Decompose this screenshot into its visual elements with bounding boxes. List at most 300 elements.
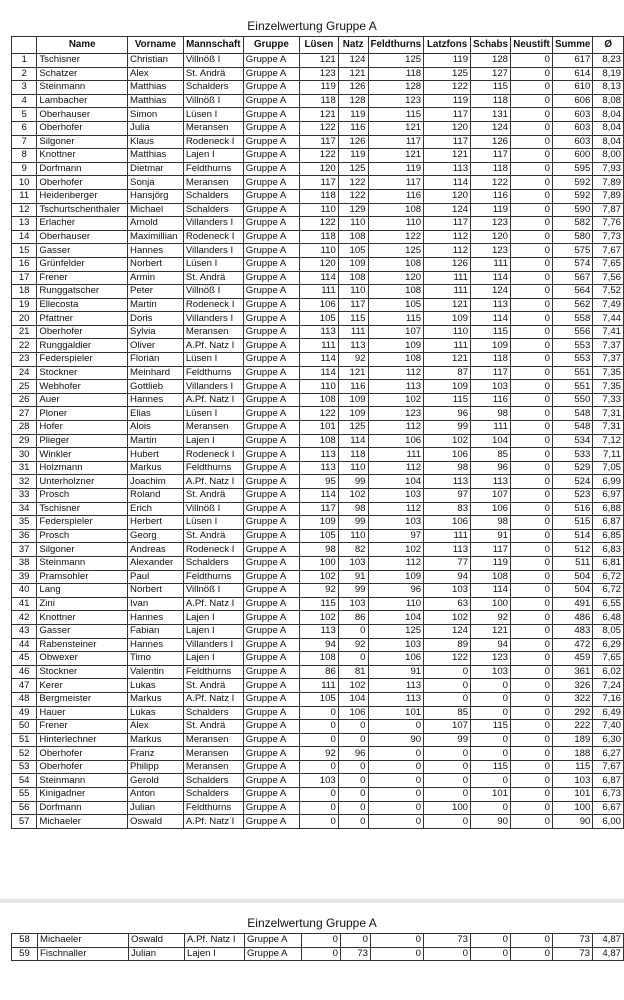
cell-gruppe: Gruppe A	[243, 652, 299, 666]
cell-schabs: 103	[471, 665, 511, 679]
cell-rank: 15	[12, 244, 37, 258]
cell-name: Holzmann	[37, 461, 128, 475]
cell-lüsen: 92	[300, 584, 339, 598]
cell-lüsen: 121	[300, 54, 339, 68]
cell-feldthurns: 103	[368, 516, 424, 530]
cell-feldthurns: 125	[368, 54, 424, 68]
cell-schabs: 107	[471, 489, 511, 503]
cell-latzfons: 112	[424, 230, 471, 244]
table-row	[12, 271, 624, 285]
cell-natz: 126	[338, 81, 368, 95]
cell-schabs: 117	[471, 149, 511, 163]
cell-lüsen: 106	[300, 298, 339, 312]
cell-name: Oberhofer	[37, 325, 128, 339]
cell-mannschaft: Feldthurns	[183, 461, 243, 475]
cell-latzfons: 0	[424, 679, 471, 693]
cell-vorname: Alexander	[128, 556, 184, 570]
cell-rank: 29	[12, 434, 37, 448]
cell-neustift: 0	[511, 81, 553, 95]
cell-rank: 48	[12, 692, 37, 706]
cell-summe: 515	[552, 516, 592, 530]
cell-neustift: 0	[511, 679, 553, 693]
cell-schabs: 121	[471, 624, 511, 638]
cell-neustift: 0	[511, 285, 553, 299]
cell-gruppe: Gruppe A	[243, 54, 299, 68]
cell-gruppe: Gruppe A	[243, 570, 299, 584]
cell-schabs: 0	[471, 679, 511, 693]
cell-lüsen: 0	[300, 720, 339, 734]
cell-name: Knottner	[37, 611, 128, 625]
cell-average: 8,04	[593, 135, 624, 149]
cell-neustift: 0	[511, 624, 553, 638]
table-row	[12, 556, 624, 570]
cell-gruppe: Gruppe A	[243, 149, 299, 163]
cell-name: Unterholzner	[37, 475, 128, 489]
cell-summe: 486	[552, 611, 592, 625]
cell-latzfons: 99	[424, 733, 471, 747]
cell-neustift: 0	[511, 584, 553, 598]
cell-average: 7,05	[593, 461, 624, 475]
cell-schabs: 123	[471, 217, 511, 231]
cell-vorname: Norbert	[128, 584, 184, 598]
cell-name: Michaeler	[37, 815, 128, 829]
cell-neustift: 0	[511, 67, 553, 81]
cell-summe: 582	[552, 217, 592, 231]
cell-vorname: Markus	[128, 733, 184, 747]
cell-neustift: 0	[511, 108, 553, 122]
cell-feldthurns: 111	[368, 448, 424, 462]
cell-summe: 100	[552, 801, 592, 815]
cell-schabs: 119	[471, 203, 511, 217]
cell-rank: 19	[12, 298, 37, 312]
cell-lüsen: 123	[300, 67, 339, 81]
cell-feldthurns: 104	[368, 611, 424, 625]
cell-gruppe: Gruppe A	[243, 108, 299, 122]
cell-mannschaft: Meransen	[183, 325, 243, 339]
cell-average: 6,29	[593, 638, 624, 652]
cell-vorname: Philipp	[128, 760, 184, 774]
cell-natz: 128	[338, 94, 368, 108]
cell-natz: 102	[338, 489, 368, 503]
cell-feldthurns: 121	[368, 149, 424, 163]
cell-latzfons: 0	[424, 665, 471, 679]
cell-rank: 36	[12, 529, 37, 543]
cell-lüsen: 0	[300, 760, 339, 774]
cell-average: 7,89	[593, 176, 624, 190]
column-header: Gruppe	[243, 37, 299, 54]
cell-rank: 11	[12, 189, 37, 203]
cell-mannschaft: Villanders I	[183, 638, 243, 652]
cell-gruppe: Gruppe A	[243, 176, 299, 190]
cell-gruppe: Gruppe A	[243, 434, 299, 448]
cell-name: Ploner	[37, 407, 128, 421]
cell-name: Steinmann	[37, 774, 128, 788]
cell-lüsen: 110	[300, 244, 339, 258]
cell-lüsen: 113	[300, 624, 339, 638]
cell-gruppe: Gruppe A	[243, 257, 299, 271]
cell-summe: 524	[552, 475, 592, 489]
cell-schabs: 128	[471, 54, 511, 68]
column-header: Schabs	[471, 37, 511, 54]
column-header: Feldthurns	[368, 37, 424, 54]
cell-rank: 26	[12, 393, 37, 407]
cell-vorname: Hubert	[128, 448, 184, 462]
cell-neustift: 0	[511, 720, 553, 734]
cell-name: Gasser	[37, 624, 128, 638]
cell-natz: 105	[338, 244, 368, 258]
cell-feldthurns: 123	[368, 407, 424, 421]
cell-latzfons: 100	[424, 801, 471, 815]
cell-lüsen: 111	[300, 285, 339, 299]
cell-average: 8,04	[593, 108, 624, 122]
cell-feldthurns: 118	[368, 67, 424, 81]
cell-rank: 53	[12, 760, 37, 774]
cell-lüsen: 122	[300, 217, 339, 231]
cell-summe: 189	[552, 733, 592, 747]
cell-feldthurns: 0	[368, 774, 424, 788]
cell-schabs: 117	[471, 543, 511, 557]
table-row	[12, 448, 624, 462]
cell-latzfons: 122	[424, 652, 471, 666]
cell-mannschaft: Schalders	[183, 774, 243, 788]
cell-summe: 551	[552, 380, 592, 394]
cell-latzfons: 112	[424, 244, 471, 258]
cell-feldthurns: 0	[368, 788, 424, 802]
cell-schabs: 0	[471, 692, 511, 706]
cell-natz: 103	[338, 597, 368, 611]
cell-mannschaft: Schalders	[183, 706, 243, 720]
cell-neustift: 0	[511, 665, 553, 679]
cell-rank: 4	[12, 94, 37, 108]
cell-vorname: Anton	[128, 788, 184, 802]
cell-summe: 606	[552, 94, 592, 108]
cell-rank: 22	[12, 339, 37, 353]
cell-lüsen: 100	[300, 556, 339, 570]
cell-lüsen: 113	[300, 325, 339, 339]
table-row	[12, 162, 624, 176]
cell-gruppe: Gruppe A	[243, 271, 299, 285]
table-row	[12, 244, 624, 258]
cell-latzfons: 120	[424, 189, 471, 203]
cell-name: Federspieler	[37, 353, 128, 367]
cell-summe: 614	[552, 67, 592, 81]
cell-summe: 491	[552, 597, 592, 611]
cell-mannschaft: St. Andrä	[183, 679, 243, 693]
cell-rank: 50	[12, 720, 37, 734]
cell-latzfons: 121	[424, 298, 471, 312]
cell-latzfons: 77	[424, 556, 471, 570]
cell-summe: 558	[552, 312, 592, 326]
cell-schabs: 120	[471, 230, 511, 244]
cell-gruppe: Gruppe A	[243, 380, 299, 394]
table-row	[12, 176, 624, 190]
cell-gruppe: Gruppe A	[243, 393, 299, 407]
cell-neustift: 0	[511, 380, 553, 394]
cell-vorname: Oliver	[128, 339, 184, 353]
cell-neustift: 0	[511, 502, 553, 516]
cell-latzfons: 0	[424, 747, 471, 761]
cell-latzfons: 111	[424, 285, 471, 299]
cell-neustift: 0	[511, 434, 553, 448]
cell-schabs: 0	[471, 706, 511, 720]
cell-latzfons: 0	[424, 760, 471, 774]
cell-gruppe: Gruppe A	[243, 747, 299, 761]
table-row	[12, 108, 624, 122]
cell-mannschaft: Feldthurns	[183, 665, 243, 679]
cell-latzfons: 102	[424, 611, 471, 625]
cell-lüsen: 0	[300, 733, 339, 747]
cell-rank: 32	[12, 475, 37, 489]
cell-lüsen: 114	[300, 353, 339, 367]
cell-gruppe: Gruppe A	[243, 638, 299, 652]
cell-average: 6,97	[593, 489, 624, 503]
table-row	[12, 67, 624, 81]
cell-feldthurns: 107	[368, 325, 424, 339]
cell-gruppe: Gruppe A	[243, 692, 299, 706]
cell-lüsen: 122	[300, 149, 339, 163]
cell-summe: 590	[552, 203, 592, 217]
cell-mannschaft: Meransen	[183, 747, 243, 761]
cell-gruppe: Gruppe A	[243, 516, 299, 530]
cell-mannschaft: Lajen I	[183, 624, 243, 638]
cell-feldthurns: 112	[368, 556, 424, 570]
cell-schabs: 116	[471, 189, 511, 203]
cell-gruppe: Gruppe A	[243, 801, 299, 815]
cell-gruppe: Gruppe A	[243, 529, 299, 543]
table-row	[12, 135, 624, 149]
cell-mannschaft: Schalders	[183, 788, 243, 802]
cell-feldthurns: 0	[368, 815, 424, 829]
cell-natz: 124	[338, 54, 368, 68]
cell-mannschaft: Rodeneck I	[183, 298, 243, 312]
cell-vorname: Maximillian	[128, 230, 184, 244]
cell-name: Tschisner	[37, 502, 128, 516]
cell-rank: 56	[12, 801, 37, 815]
cell-summe: 548	[552, 421, 592, 435]
cell-vorname: Julia	[128, 121, 184, 135]
cell-schabs: 111	[471, 257, 511, 271]
table-row	[12, 461, 624, 475]
cell-neustift: 0	[511, 543, 553, 557]
cell-average: 8,08	[593, 94, 624, 108]
cell-natz: 122	[338, 176, 368, 190]
cell-average: 7,37	[593, 353, 624, 367]
cell-gruppe: Gruppe A	[243, 407, 299, 421]
cell-gruppe: Gruppe A	[243, 706, 299, 720]
cell-feldthurns: 106	[368, 652, 424, 666]
cell-mannschaft: A.Pf. Natz I	[183, 692, 243, 706]
cell-neustift: 0	[511, 230, 553, 244]
cell-natz: 0	[338, 720, 368, 734]
cell-rank: 58	[12, 934, 38, 948]
cell-vorname: Alex	[128, 720, 184, 734]
cell-mannschaft: Rodeneck I	[183, 135, 243, 149]
cell-rank: 7	[12, 135, 37, 149]
cell-latzfons: 107	[424, 720, 471, 734]
column-header: Latzfons	[424, 37, 471, 54]
cell-natz: 111	[338, 325, 368, 339]
cell-average: 4,87	[593, 934, 624, 948]
cell-neustift: 0	[511, 747, 553, 761]
cell-lüsen: 115	[300, 597, 339, 611]
cell-latzfons: 94	[424, 570, 471, 584]
cell-feldthurns: 115	[368, 108, 424, 122]
column-header: Ø	[593, 37, 624, 54]
cell-vorname: Timo	[128, 652, 184, 666]
table-row	[12, 679, 624, 693]
cell-rank: 20	[12, 312, 37, 326]
cell-gruppe: Gruppe A	[243, 624, 299, 638]
cell-lüsen: 108	[300, 434, 339, 448]
cell-lüsen: 0	[302, 934, 341, 948]
cell-natz: 118	[338, 448, 368, 462]
cell-summe: 361	[552, 665, 592, 679]
cell-lüsen: 86	[300, 665, 339, 679]
cell-average: 7,31	[593, 407, 624, 421]
table-row	[12, 692, 624, 706]
cell-schabs: 0	[471, 934, 511, 948]
cell-feldthurns: 112	[368, 502, 424, 516]
cell-neustift: 0	[511, 529, 553, 543]
cell-neustift: 0	[511, 121, 553, 135]
cell-summe: 534	[552, 434, 592, 448]
cell-mannschaft: St. Andrä	[183, 489, 243, 503]
cell-vorname: Matthias	[128, 81, 184, 95]
cell-lüsen: 110	[300, 380, 339, 394]
cell-neustift: 0	[511, 475, 553, 489]
cell-name: Lang	[37, 584, 128, 598]
cell-vorname: Paul	[128, 570, 184, 584]
cell-average: 7,52	[593, 285, 624, 299]
cell-average: 7,31	[593, 421, 624, 435]
cell-summe: 562	[552, 298, 592, 312]
cell-feldthurns: 101	[368, 706, 424, 720]
cell-gruppe: Gruppe A	[243, 366, 299, 380]
cell-mannschaft: Meransen	[183, 733, 243, 747]
cell-lüsen: 102	[300, 570, 339, 584]
cell-name: Hinterlechner	[37, 733, 128, 747]
cell-neustift: 0	[511, 597, 553, 611]
cell-neustift: 0	[511, 801, 553, 815]
table-row	[12, 801, 624, 815]
cell-natz: 98	[338, 502, 368, 516]
cell-name: Oberhofer	[37, 121, 128, 135]
cell-vorname: Meinhard	[128, 366, 184, 380]
cell-latzfons: 0	[424, 692, 471, 706]
cell-mannschaft: Lüsen I	[183, 353, 243, 367]
cell-natz: 0	[338, 801, 368, 815]
cell-feldthurns: 109	[368, 339, 424, 353]
table-row	[12, 720, 624, 734]
cell-mannschaft: St. Andrä	[183, 271, 243, 285]
cell-vorname: Matthias	[128, 94, 184, 108]
cell-summe: 617	[552, 54, 592, 68]
cell-schabs: 127	[471, 67, 511, 81]
cell-feldthurns: 109	[368, 570, 424, 584]
cell-vorname: Julian	[128, 801, 184, 815]
table-row	[12, 529, 624, 543]
cell-name: Fischnaller	[38, 947, 129, 961]
cell-feldthurns: 113	[368, 380, 424, 394]
cell-natz: 0	[338, 652, 368, 666]
cell-gruppe: Gruppe A	[243, 325, 299, 339]
table-row	[12, 516, 624, 530]
cell-schabs: 118	[471, 162, 511, 176]
cell-latzfons: 111	[424, 271, 471, 285]
cell-latzfons: 96	[424, 407, 471, 421]
cell-summe: 512	[552, 543, 592, 557]
cell-schabs: 115	[471, 325, 511, 339]
cell-average: 7,33	[593, 393, 624, 407]
cell-mannschaft: Rodeneck I	[183, 448, 243, 462]
cell-gruppe: Gruppe A	[243, 760, 299, 774]
table-row	[12, 217, 624, 231]
cell-lüsen: 0	[302, 947, 341, 961]
table-row	[12, 353, 624, 367]
cell-schabs: 0	[471, 947, 511, 961]
cell-neustift: 0	[511, 325, 553, 339]
cell-latzfons: 117	[424, 108, 471, 122]
cell-natz: 110	[338, 529, 368, 543]
cell-mannschaft: Lajen I	[185, 947, 245, 961]
cell-neustift: 0	[511, 692, 553, 706]
cell-neustift: 0	[511, 135, 553, 149]
cell-vorname: Lukas	[128, 706, 184, 720]
cell-summe: 188	[552, 747, 592, 761]
cell-feldthurns: 112	[368, 461, 424, 475]
table-row	[12, 747, 624, 761]
cell-name: Oberhauser	[37, 108, 128, 122]
cell-gruppe: Gruppe A	[243, 189, 299, 203]
cell-average: 8,23	[593, 54, 624, 68]
cell-latzfons: 73	[424, 934, 471, 948]
cell-gruppe: Gruppe A	[243, 203, 299, 217]
cell-schabs: 115	[471, 720, 511, 734]
table-row	[12, 788, 624, 802]
cell-vorname: Martin	[128, 434, 184, 448]
cell-neustift: 0	[511, 556, 553, 570]
cell-gruppe: Gruppe A	[243, 448, 299, 462]
cell-mannschaft: Lüsen I	[183, 516, 243, 530]
cell-neustift: 0	[511, 638, 553, 652]
cell-vorname: Valentin	[128, 665, 184, 679]
cell-lüsen: 103	[300, 774, 339, 788]
cell-name: Winkler	[37, 448, 128, 462]
cell-neustift: 0	[511, 760, 553, 774]
cell-rank: 45	[12, 652, 37, 666]
cell-natz: 121	[338, 366, 368, 380]
cell-average: 6,02	[593, 665, 624, 679]
cell-gruppe: Gruppe A	[243, 421, 299, 435]
cell-lüsen: 105	[300, 312, 339, 326]
cell-average: 6,87	[593, 516, 624, 530]
cell-mannschaft: Meransen	[183, 421, 243, 435]
cell-latzfons: 122	[424, 81, 471, 95]
cell-mannschaft: Villanders I	[183, 312, 243, 326]
table-row	[12, 366, 624, 380]
cell-neustift: 0	[511, 162, 553, 176]
cell-vorname: Alois	[128, 421, 184, 435]
cell-gruppe: Gruppe A	[243, 217, 299, 231]
cell-summe: 73	[553, 947, 593, 961]
table-row	[12, 774, 624, 788]
cell-gruppe: Gruppe A	[243, 489, 299, 503]
cell-schabs: 113	[471, 475, 511, 489]
cell-vorname: Martin	[128, 298, 184, 312]
cell-rank: 3	[12, 81, 37, 95]
table-row	[12, 434, 624, 448]
cell-latzfons: 119	[424, 94, 471, 108]
